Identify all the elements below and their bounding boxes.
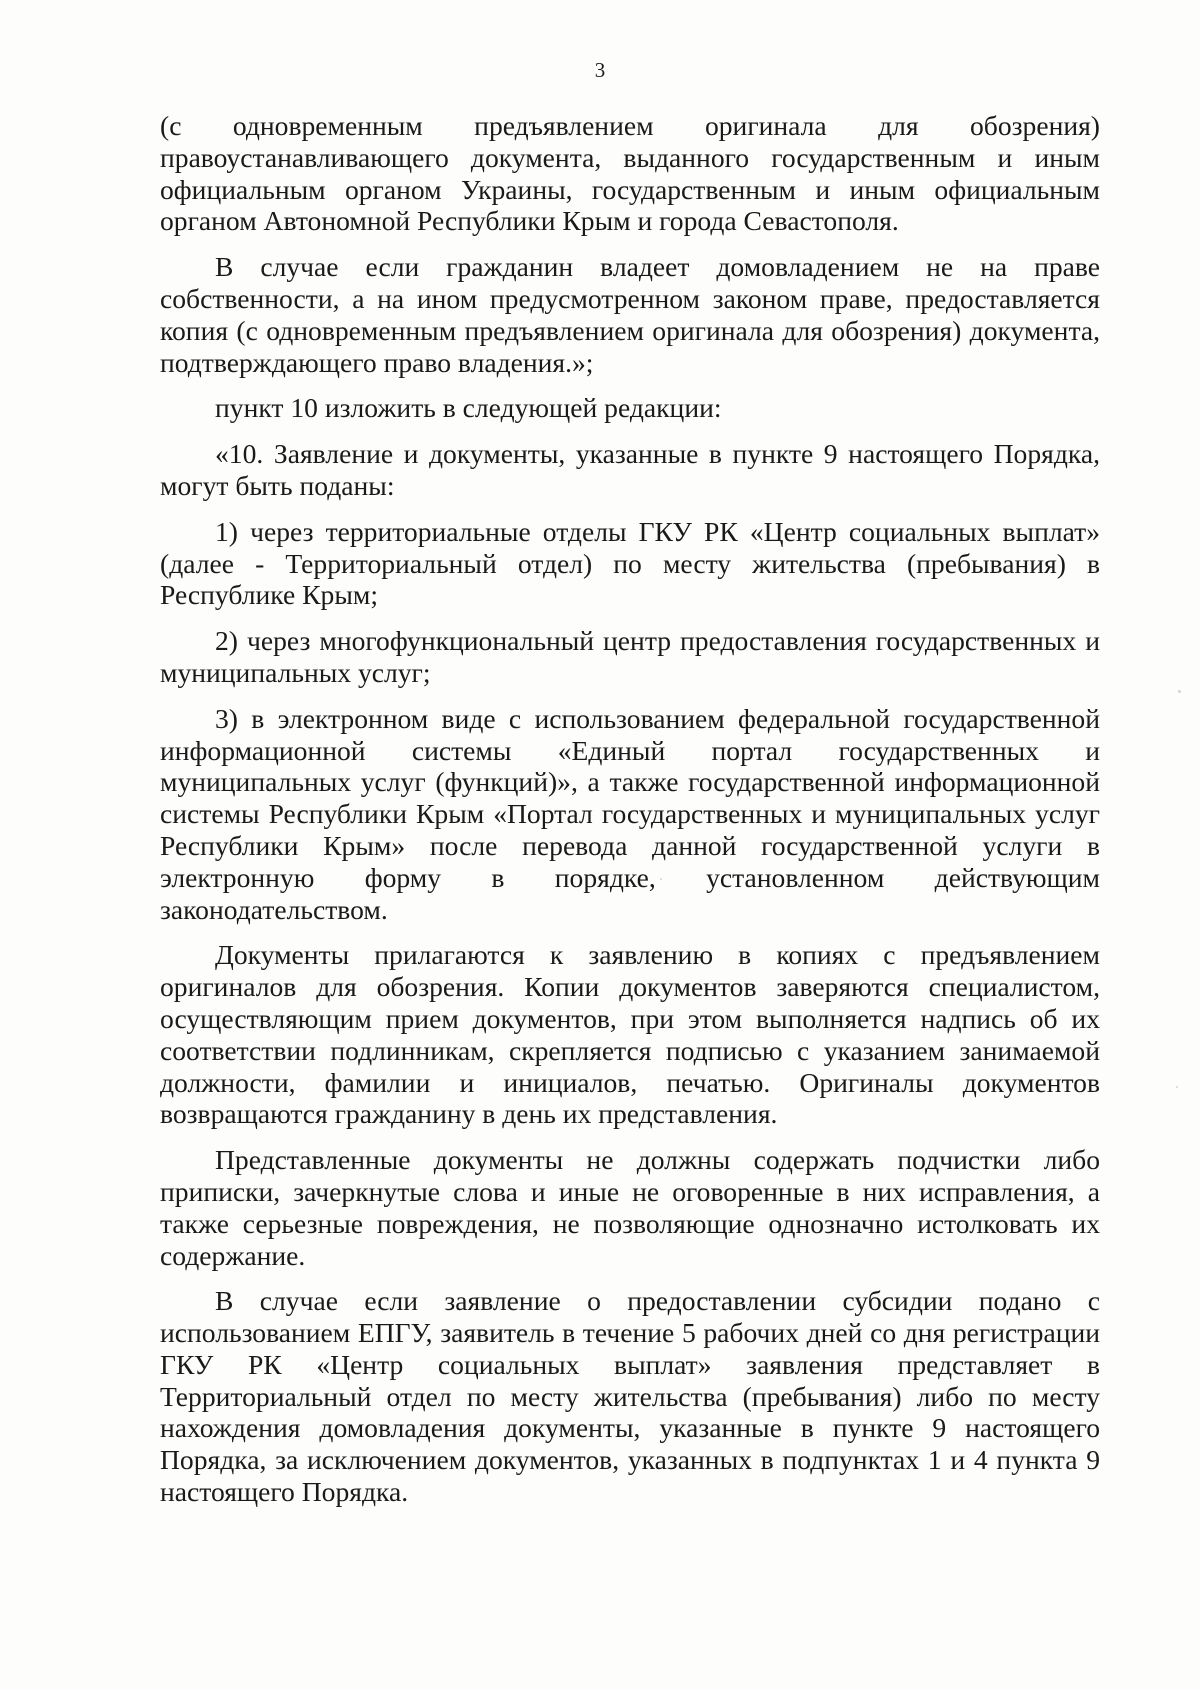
paragraph-9: Представленные документы не должны содержать подчистки либо приписки, зачеркнутые слова и иные не оговоренные в них исправления, а также серьезные повреждения, не позволяющие однозначно истолковать их содержание. <box>160 1144 1100 1271</box>
page-number: 3 <box>594 58 606 82</box>
paragraph-2: В случае если гражданин владеет домовладением не на праве собственности, а на ином предусмотренном законом праве, предоставляется копия (с одновременным предъявлением оригинала для обозрения) документа, подтверждающего право владения.»; <box>160 251 1100 378</box>
paragraph-5: 1) через территориальные отделы ГКУ РК «Центр социальных выплат» (далее - Территориальный отдел) по месту жительства (пребывания) в Республике Крым; <box>160 515 1100 611</box>
scan-speck <box>660 878 662 880</box>
scan-speck <box>1176 1086 1178 1088</box>
document-body <box>160 110 1100 1522</box>
paragraph-1: (с одновременным предъявлением оригинала для обозрения) правоустанавливающего документа, выданного государственным и иным официальным органом Украины, государственным и иным официальным органом Автономной Республики Крым и города Севастополя. <box>160 110 1100 237</box>
paragraph-3: пункт 10 изложить в следующей редакции: <box>215 392 722 424</box>
paragraph-7: 3) в электронном виде с использованием федеральной государственной информационной системы «Единый портал государственных и муниципальных услуг (функций)», а также государственной информационной системы Республики Крым «Портал государственных и муниципальных услуг Республики Крым» после перевода данной государственной услуги в электронную форму в порядке, установленном действующим законодательством. <box>160 702 1100 925</box>
paragraph-4: «10. Заявление и документы, указанные в пункте 9 настоящего Порядка, могут быть поданы: <box>160 438 1100 501</box>
paragraph-10: В случае если заявление о предоставлении субсидии подано с использованием ЕПГУ, заявитель в течение 5 рабочих дней со дня регистрации ГКУ РК «Центр социальных выплат» заявления представляет в Территориальный отдел по месту жительства (пребывания) либо по месту нахождения домовладения документы, указанные в пункте 9 настоящего Порядка, за исключением документов, указанных в подпунктах 1 и 4 пункта 9 настоящего Порядка. <box>160 1285 1100 1508</box>
paragraph-8: Документы прилагаются к заявлению в копиях с предъявлением оригиналов для обозрения. Копии документов заверяются специалистом, осуществляющим прием документов, при этом выполняется надпись об их соответствии подлинникам, скрепляется подписью с указанием занимаемой должности, фамилии и инициалов, печатью. Оригиналы документов возвращаются гражданину в день их представления. <box>160 939 1100 1130</box>
scan-speck <box>1178 690 1181 693</box>
paragraph-6: 2) через многофункциональный центр предоставления государственных и муниципальных услуг; <box>160 625 1100 688</box>
